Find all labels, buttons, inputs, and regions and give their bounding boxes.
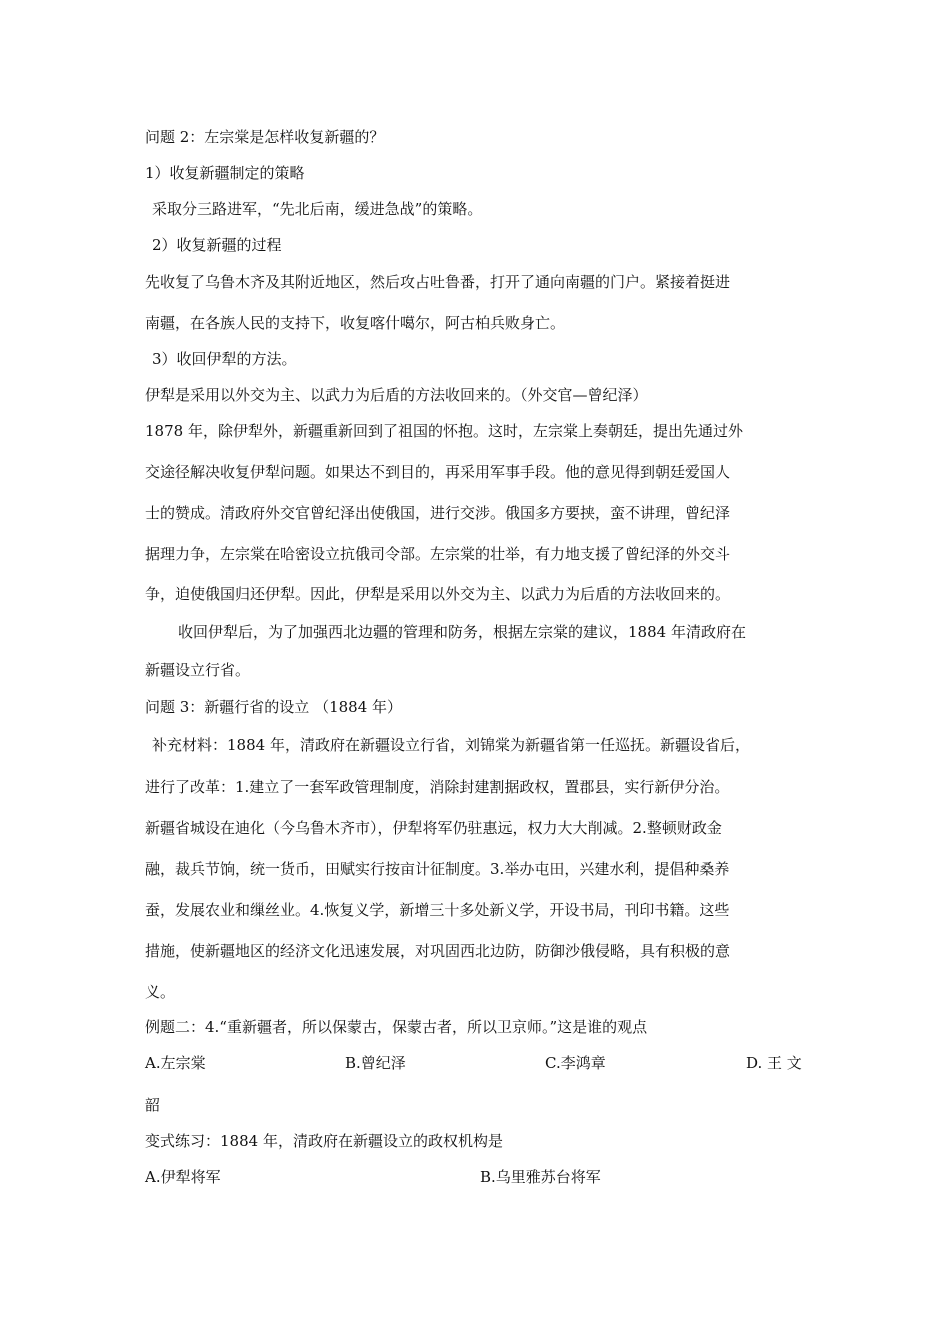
example-2-stem: 例题二：4.“重新疆者，所以保蒙古，保蒙古者，所以卫京师。”这是谁的观点: [145, 1018, 648, 1036]
section-3-body: 伊犁是采用以外交为主、以武力为后盾的方法收回来的。（外交官—曾纪泽）: [145, 386, 648, 404]
paragraph-1-line-4: 据理力争，左宗棠在哈密设立抗俄司令部。左宗棠的壮举，有力地支援了曾纪泽的外交斗: [145, 545, 731, 563]
example-2-option-b: B.曾纪泽: [345, 1054, 406, 1072]
example-2-option-c: C.李鸿章: [545, 1054, 606, 1072]
section-2-title: 2）收复新疆的过程: [152, 236, 282, 254]
question-3-title: 问题 3：新疆行省的设立 （1884 年）: [145, 698, 403, 716]
variant-exercise-stem: 变式练习：1884 年，清政府在新疆设立的政权机构是: [145, 1132, 503, 1150]
variant-option-b: B.乌里雅苏台将军: [480, 1168, 601, 1186]
paragraph-3-line-2: 进行了改革：1.建立了一套军政管理制度，消除封建割据政权，置郡县，实行新伊分治。: [145, 778, 730, 796]
paragraph-3-line-4: 融，裁兵节饷，统一货币，田赋实行按亩计征制度。3.举办屯田，兴建水利，提倡种桑养: [145, 860, 730, 878]
example-2-option-d-continued: 韶: [145, 1096, 161, 1114]
paragraph-3-line-5: 蚕，发展农业和缫丝业。4.恢复义学，新增三十多处新义学，开设书局，刊印书籍。这些: [145, 901, 730, 919]
section-2-body-line-1: 先收复了乌鲁木齐及其附近地区，然后攻占吐鲁番，打开了通向南疆的门户。紧接着挺进: [145, 273, 731, 291]
paragraph-1-line-2: 交途径解决收复伊犁问题。如果达不到目的，再采用军事手段。他的意见得到朝廷爱国人: [145, 463, 731, 481]
paragraph-3-line-6: 措施，使新疆地区的经济文化迅速发展，对巩固西北边防，防御沙俄侵略，具有积极的意: [145, 942, 731, 960]
paragraph-3-line-3: 新疆省城设在迪化（今乌鲁木齐市），伊犁将军仍驻惠远，权力大大削减。2.整顿财政金: [145, 819, 722, 837]
section-1-title: 1）收复新疆制定的策略: [145, 164, 305, 182]
paragraph-3-line-1: 补充材料：1884 年，清政府在新疆设立行省，刘锦棠为新疆省第一任巡抚。新疆设省后，: [152, 736, 750, 754]
section-1-body: 采取分三路进军，“先北后南，缓进急战”的策略。: [152, 200, 483, 218]
section-2-body-line-2: 南疆，在各族人民的支持下，收复喀什噶尔，阿古柏兵败身亡。: [145, 314, 566, 332]
paragraph-2-line-2: 新疆设立行省。: [145, 661, 251, 679]
example-2-option-d: D. 王 文: [746, 1054, 802, 1072]
paragraph-1-line-5: 争，迫使俄国归还伊犁。因此，伊犁是采用以外交为主、以武力为后盾的方法收回来的。: [145, 585, 731, 603]
question-2-title: 问题 2：左宗棠是怎样收复新疆的？: [145, 128, 385, 146]
section-3-title: 3）收回伊犁的方法。: [152, 350, 297, 368]
paragraph-1-line-1: 1878 年，除伊犁外，新疆重新回到了祖国的怀抱。这时，左宗棠上奏朝廷，提出先通过外: [145, 422, 743, 440]
variant-option-a: A.伊犁将军: [145, 1168, 221, 1186]
paragraph-2-line-1: 收回伊犁后，为了加强西北边疆的管理和防务，根据左宗棠的建议，1884 年清政府在: [178, 623, 746, 641]
example-2-option-a: A.左宗棠: [145, 1054, 206, 1072]
paragraph-3-line-7: 义。: [145, 983, 176, 1001]
paragraph-1-line-3: 士的赞成。清政府外交官曾纪泽出使俄国，进行交涉。俄国多方要挟，蛮不讲理，曾纪泽: [145, 504, 731, 522]
